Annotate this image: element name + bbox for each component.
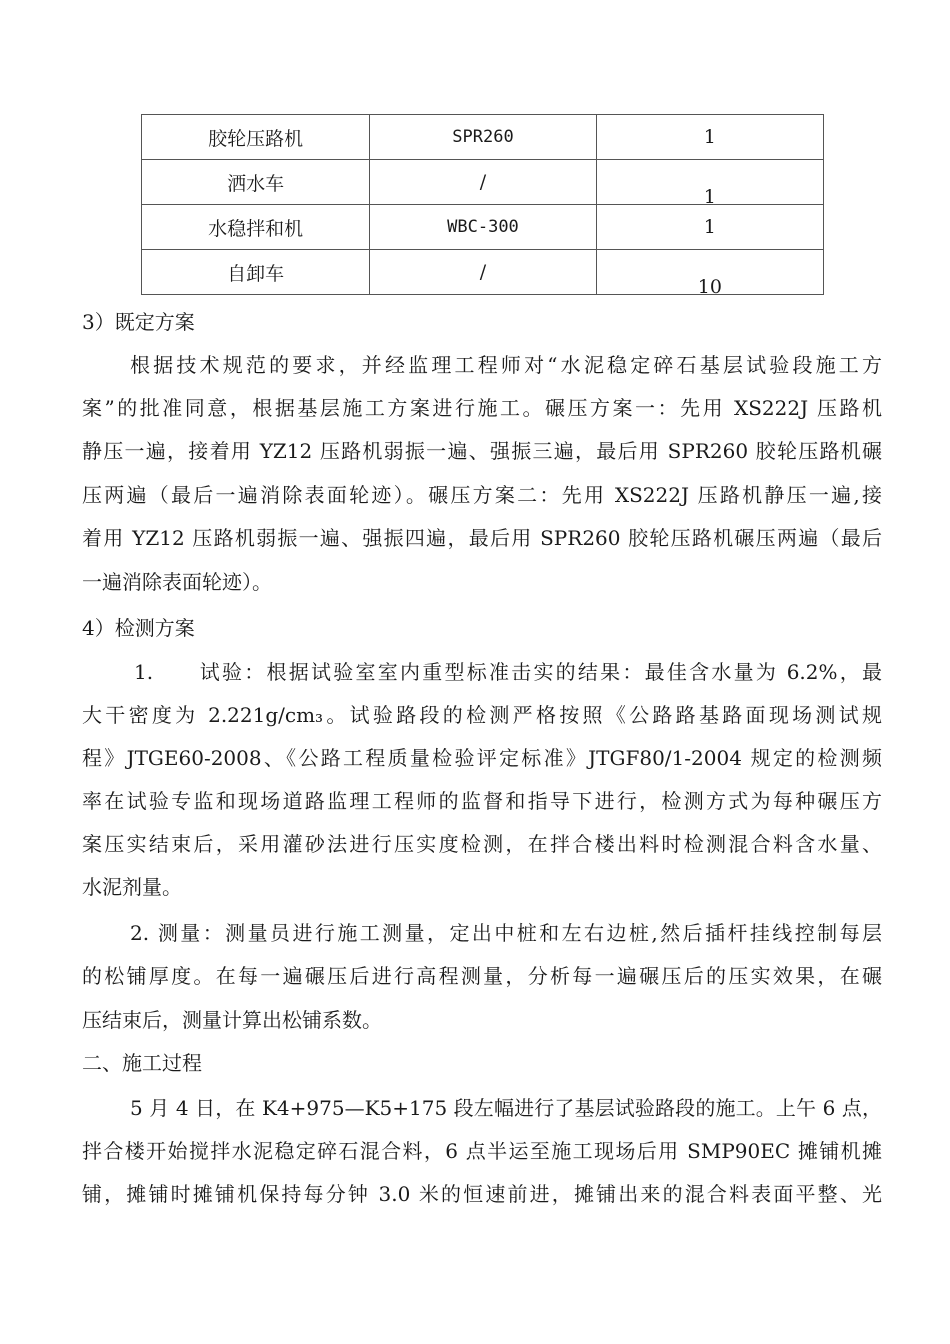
equipment-model: WBC-300 [370,205,596,250]
section-heading: 3）既定方案 [82,310,195,334]
paragraph-line: 1. 试验：根据试验室室内重型标准击实的结果：最佳含水量为 6.2%，最 [134,660,882,684]
paragraph-line: 5 月 4 日，在 K4+975—K5+175 段左幅进行了基层试验路段的施工。上午 6 点， [130,1096,882,1120]
equipment-qty: 10 [697,276,722,298]
paragraph-line: 根据技术规范的要求，并经监理工程师对“水泥稳定碎石基层试验段施工方 [130,353,882,377]
equipment-model: / [370,250,596,295]
paragraph-line: 案压实结束后，采用灌砂法进行压实度检测，在拌合楼出料时检测混合料含水量、 [82,832,882,856]
paragraph-line: 水泥剂量。 [82,875,182,899]
equipment-qty-cell [596,160,823,208]
equipment-qty: 1 [596,205,823,250]
paragraph-line: 着用 YZ12 压路机弱振一遍、强振四遍，最后用 SPR260 胶轮压路机碾压两遍（最后 [82,526,882,550]
paragraph-line: 程》JTGE60-2008、《公路工程质量检验评定标准》JTGF80/1-2004 规定的检测频 [82,746,882,770]
table-row [142,250,824,295]
paragraph-line: 的松铺厚度。在每一遍碾压后进行高程测量，分析每一遍碾压后的压实效果，在碾 [82,964,882,988]
equipment-model: SPR260 [370,115,596,160]
equipment-name: 胶轮压路机 [142,115,370,160]
equipment-qty: 1 [596,115,823,160]
table-row [142,160,824,205]
equipment-qty-cell [596,250,823,298]
paragraph-line: 铺，摊铺时摊铺机保持每分钟 3.0 米的恒速前进，摊铺出来的混合料表面平整、光 [82,1182,882,1206]
paragraph-line: 拌合楼开始搅拌水泥稳定碎石混合料，6 点半运至施工现场后用 SMP90EC 摊铺机摊 [82,1139,882,1163]
section-heading: 二、施工过程 [82,1051,202,1075]
paragraph-line: 压结束后，测量计算出松铺系数。 [82,1008,382,1032]
paragraph-line: 静压一遍，接着用 YZ12 压路机弱振一遍、强振三遍，最后用 SPR260 胶轮压路机碾 [82,439,882,463]
paragraph-line: 率在试验专监和现场道路监理工程师的监督和指导下进行，检测方式为每种碾压方 [82,789,882,813]
paragraph-line: 案”的批准同意，根据基层施工方案进行施工。碾压方案一：先用 XS222J 压路机 [82,396,882,420]
equipment-name: 水稳拌和机 [142,205,370,250]
section-heading: 4）检测方案 [82,616,195,640]
paragraph-line: 压两遍（最后一遍消除表面轮迹）。碾压方案二：先用 XS222J 压路机静压一遍,接 [82,483,882,507]
equipment-qty: 1 [703,186,716,208]
table-row [142,115,824,160]
equipment-name: 自卸车 [142,250,370,295]
table-row [142,205,824,250]
equipment-table [141,114,824,298]
paragraph-line: 一遍消除表面轮迹）。 [82,570,272,594]
paragraph-line: 2. 测量：测量员进行施工测量，定出中桩和左右边桩,然后插杆挂线控制每层 [130,921,882,945]
equipment-name: 洒水车 [142,160,370,205]
equipment-model: / [370,160,596,205]
paragraph-line: 大干密度为 2.221g/cm₃。试验路段的检测严格按照《公路路基路面现场测试规 [82,703,882,727]
